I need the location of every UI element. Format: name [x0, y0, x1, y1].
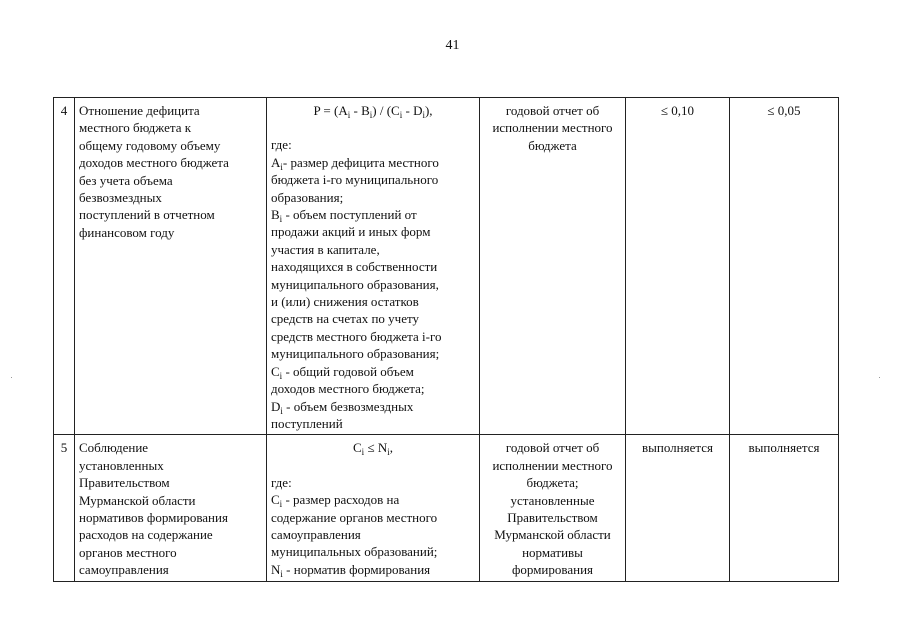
indicator-line: нормативов формирования: [79, 509, 228, 525]
source-cell: [480, 435, 626, 581]
indicator-line: местного бюджета к: [79, 120, 192, 136]
definition-line: средств на счетах по учету: [271, 311, 420, 327]
indicator-line: без учета объема: [79, 172, 173, 188]
indicator-line: доходов местного бюджета: [79, 155, 229, 171]
definition-line: $D_i$ - объем безвозмездных: [271, 398, 414, 416]
source-line: формирования: [511, 562, 594, 578]
table-row: [54, 98, 839, 435]
definition-line: муниципального образования,: [271, 276, 439, 292]
threshold-value-2: выполняется: [730, 435, 839, 581]
definition-line: образования;: [271, 189, 344, 205]
formula: $P = (A_i - B_i) / (C_i - D_i)$,: [313, 103, 433, 120]
source-line: нормативы: [522, 544, 583, 560]
definition-line: $C_i$ - общий годовой объем: [271, 363, 414, 381]
definition-line: средств местного бюджета i-го: [271, 328, 442, 344]
indicator-cell: [75, 98, 267, 435]
scan-speck: [11, 377, 12, 378]
source-line: Правительством: [507, 509, 598, 525]
definition-line: содержание органов местного: [271, 509, 438, 525]
threshold-value-1: ≤ 0,10: [626, 98, 730, 435]
source-cell: [480, 98, 626, 435]
indicator-line: финансовом году: [79, 224, 175, 240]
definition-line: $B_i$ - объем поступлений от: [271, 207, 417, 225]
source-line: бюджета: [528, 137, 577, 153]
indicator-line: общему годовому объему: [79, 137, 221, 153]
threshold-value-1: выполняется: [626, 435, 730, 581]
threshold-value-2: ≤ 0,05: [730, 98, 839, 435]
indicator-line: Соблюдение: [79, 440, 149, 456]
indicator-line: безвозмездных: [79, 190, 162, 206]
table-row: [54, 435, 839, 581]
page-number: 41: [445, 38, 460, 53]
source-line: бюджета;: [526, 475, 579, 491]
indicator-line: Правительством: [79, 475, 170, 491]
definition-line: муниципальных образований;: [271, 544, 438, 560]
formula-cell: [267, 98, 480, 435]
indicator-line: поступлений в отчетном: [79, 207, 215, 223]
where-label: где:: [271, 137, 292, 153]
source-line: годовой отчет об: [505, 103, 600, 118]
indicator-line: органов местного: [79, 544, 177, 560]
definition-line: и (или) снижения остатков: [271, 294, 419, 310]
indicator-line: самоуправления: [79, 562, 169, 578]
indicator-line: расходов на содержание: [79, 527, 213, 543]
definition-line: бюджета i-го муниципального: [271, 172, 439, 188]
source-line: годовой отчет об: [505, 440, 600, 456]
formula: $C_i \le N_i$,: [353, 440, 393, 458]
scan-speck: [879, 377, 880, 378]
definition-line: $N_i$ - норматив формирования: [271, 561, 431, 579]
indicator-cell: [75, 435, 267, 581]
source-line: исполнении местного: [492, 120, 613, 136]
definition-line: муниципального образования;: [271, 346, 440, 362]
indicator-line: Мурманской области: [79, 492, 196, 508]
definition-line: поступлений: [271, 415, 343, 431]
source-line: Мурманской области: [494, 527, 611, 543]
where-label: где:: [271, 474, 292, 490]
formula-cell: [267, 435, 480, 581]
definition-line: $C_i$ - размер расходов на: [271, 492, 400, 510]
row-number: 4: [54, 98, 75, 435]
source-line: исполнении местного: [492, 457, 613, 473]
definition-line: продажи акций и иных форм: [271, 224, 431, 240]
row-number: 5: [54, 435, 75, 581]
indicators-table: [53, 97, 839, 582]
definition-line: $A_i-$ размер дефицита местного: [271, 154, 439, 172]
definition-line: самоуправления: [271, 526, 361, 542]
definition-line: находящихся в собственности: [271, 259, 438, 275]
indicator-line: Отношение дефицита: [79, 103, 200, 118]
definition-line: доходов местного бюджета;: [271, 381, 425, 397]
source-line: установленные: [510, 492, 595, 508]
definition-line: участия в капитале,: [271, 241, 380, 257]
indicator-line: установленных: [79, 457, 164, 473]
